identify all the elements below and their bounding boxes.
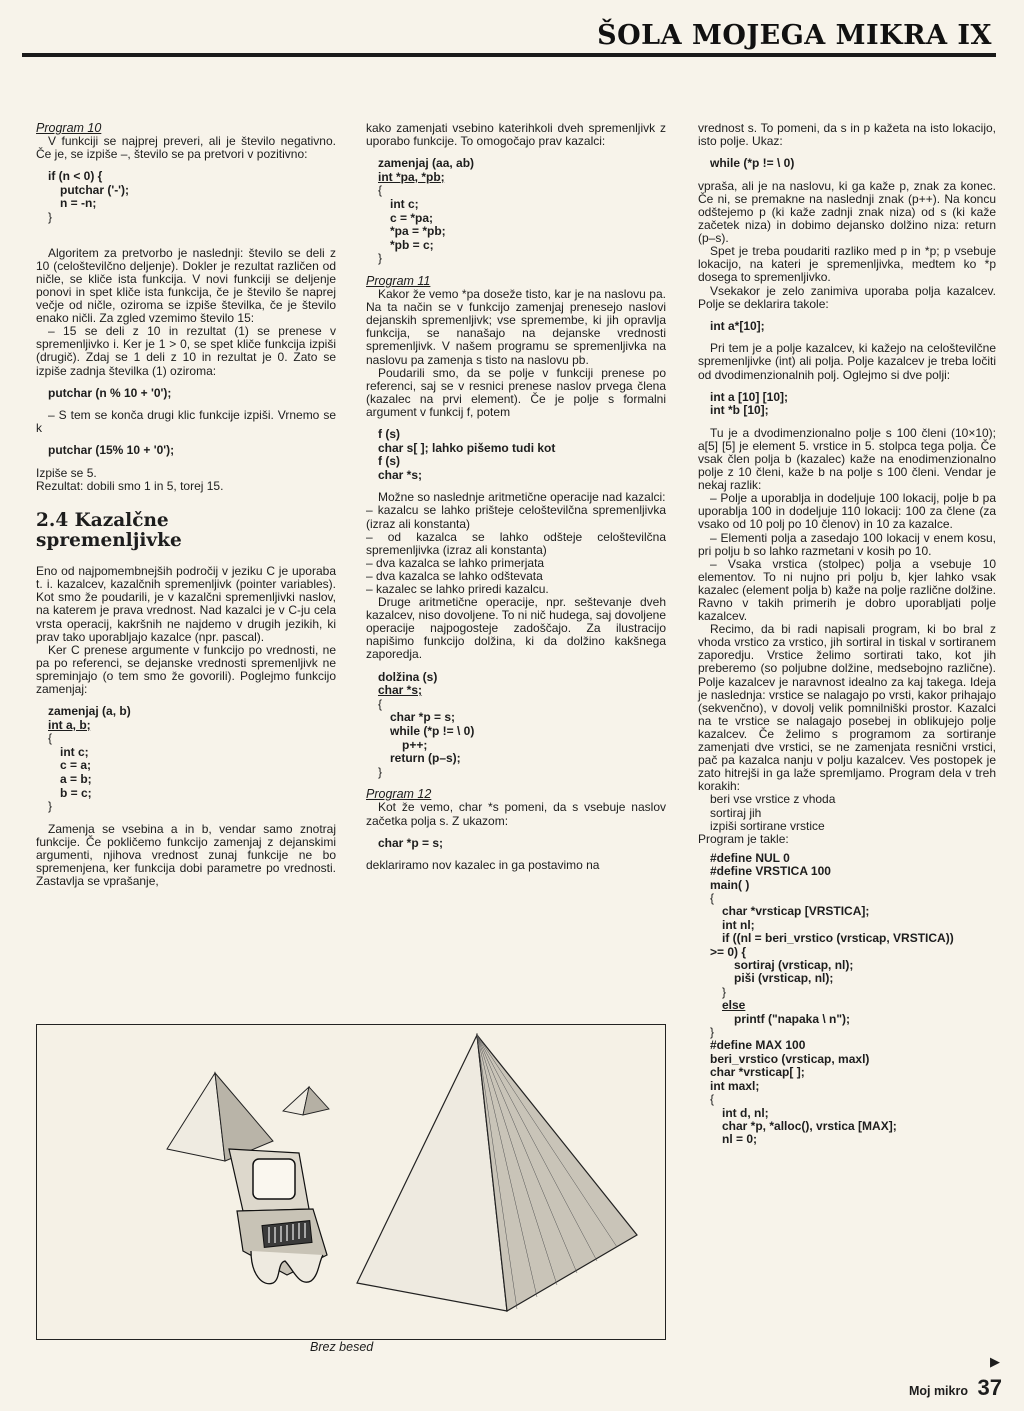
code-line: char *s; (378, 683, 423, 698)
code-block (378, 837, 666, 851)
figure-caption: Brez besed (310, 1340, 374, 1354)
code-line: nl = 0; (722, 1132, 758, 1147)
paragraph: – Vsaka vrstica (stolpec) polja a vsebuje 10 elementov. To ni nujno pri polju b, kjer lahko vsak kazalec (element polja b) kaže na polje različne dolžine. Ravno v takih primerih je dobro uporabljati polje kazalcev. (698, 556, 996, 624)
code-line: n = -n; (60, 196, 97, 211)
code-line: putchar (15% 10 + '0'); (48, 443, 175, 458)
paragraph: Kakor že vemo *pa doseže tisto, kar je na naslovu pa. Na ta način se v funkcijo zamenjaj prenesejo naslovi dejanskih spremenljivk; vse spremembe, ki jih opravlja funkcija, se nanašajo na dejanske vrednosti spremenljivk. V našem programu se spremenljivka na naslovu pa zamenja s tisto na naslovu pb. (366, 287, 666, 367)
column-2 (366, 122, 666, 872)
list-item: izpiši sortirane vrstice (710, 818, 825, 833)
code-line: beri_vrstico (vrsticap, maxl) (710, 1051, 870, 1066)
code-block (48, 705, 336, 814)
code-block (48, 170, 336, 224)
list-item: – od kazalca se lahko odšteje celoštevilčna spremenljivka (izraz ali konstanta) (366, 529, 666, 557)
code-line: putchar ('-'); (60, 182, 130, 197)
column-3 (698, 122, 996, 1156)
code-line: char *s; (378, 467, 423, 482)
code-block (378, 428, 666, 482)
paragraph: Rezultat: dobili smo 1 in 5, torej 15. (36, 479, 224, 494)
paragraph: Druge aritmetične operacije, npr. seštevanje dveh kazalcev, niso dovoljene. To ni nič hudega, saj dovoljene operacije najpogosteje zadoščajo. Za ilustracijo napišimo funkcijo dolžina, ki da dolžino kakšnega zaporedja. (366, 595, 666, 662)
illustration-pyramids-computer (36, 1024, 666, 1340)
code-line: { (710, 891, 715, 905)
code-line: } (48, 799, 53, 814)
footer-magazine-name: Moj mikro (908, 1384, 968, 1398)
code-line: c = *pa; (390, 210, 434, 225)
paragraph: kako zamenjati vsebino katerihkoli dveh spremenljivk z uporabo funkcije. To omogočajo prav kazalci: (366, 121, 666, 149)
code-line: f (s) (378, 426, 400, 441)
code-block (710, 157, 996, 171)
code-line: p++; (402, 737, 428, 752)
paragraph: – 15 se deli z 10 in rezultat (1) se prenese v spremenljivko i. Ker je 1 > 0, se spet kliče funkcija izpiši (drugič). Zdaj se 1 deli z 10 in rezultat je 0. Zato se izpiše zadnja številka (1) oziroma: (36, 324, 336, 378)
code-line: #define NUL 0 (710, 850, 790, 865)
paragraph: Zamenja se vsebina a in b, vendar samo znotraj funkcije. Če pokličemo funkcijo zamenjaj z dejanskimi argumenti, njihova vrednost zunaj funkcije ne bo spremenjena, ker funkcija dobi parametre po vrednosti. Zastavlja se vprašanje, (36, 821, 336, 889)
code-line: f (s) (378, 454, 400, 469)
code-line: #define VRSTICA 100 (710, 864, 831, 879)
continue-arrow-icon: ▶ (990, 1354, 1000, 1369)
code-line: int a [10] [10]; (710, 389, 789, 404)
list-item: – dva kazalca se lahko odštevata (366, 568, 543, 583)
code-line: int *pa, *pb; (378, 169, 445, 184)
code-line: >= 0) { (710, 944, 747, 959)
paragraph: Recimo, da bi radi napisali program, ki bo bral z vhoda vrstico za vrstico, jih sortiral in tiskal v sortiranem zaporedju. Vrstice želimo sortirati tako, kot jih preberemo (so poljubne dolžine, medsebojno različne). Polje kazalcev je naravnost idealno za kaj takega. Ideja je naslednja: vrstice se nalagajo po vrsti, kakor prihajajo (sekvenčno), v dovolj velik pomnilniški prostor. Kazalci na te vrstice se nalagajo posebej in oblikujejo polje kazalcev. Če želimo s programom za sortiranje zamenjati dve vrstici, se ne zamenjata resnični vrstici, pač pa kazalca nanju v polju kazalcev. Ves postopek je zato hitrejši in ga laže spremljamo. Program dela v treh korakih: (698, 622, 996, 794)
code-line: } (710, 1025, 715, 1040)
paragraph: – Polje a uporablja in dodeljuje 100 lokacij, polje b pa uporablja 100 in dodeljuje 110 lokacij: 100 za člene (za vsako od 10 polj po 10 členov) in 10 za kazalce. (698, 491, 996, 532)
paragraph: Pri tem je a polje kazalcev, ki kažejo na celoštevilčne spremenljivke (int) ali polja. Polje kazalcev je treba ločiti od dvodimenzionalnih polj. Oglejmo si dve polji: (698, 341, 996, 382)
program-12-heading: Program 12 (366, 787, 432, 802)
code-line: int c; (60, 744, 89, 759)
code-line: } (378, 251, 383, 266)
code-block (710, 852, 996, 1147)
section-title-line: 2.4 Kazalčne (36, 510, 169, 532)
code-line: zamenjaj (a, b) (48, 704, 131, 719)
code-line: { (710, 1092, 715, 1107)
code-line: } (378, 764, 383, 779)
column-1 (36, 122, 336, 888)
page-header-title: ŠOLA MOJEGA MIKRA IX (597, 20, 992, 51)
paragraph: Spet je treba poudariti razliko med p in *p; p vsebuje lokacijo, na kateri je spremenljivka, medtem ko *p dosega to spremenljivko. (698, 244, 996, 285)
list-item: – dva kazalca se lahko primerjata (366, 555, 545, 570)
list-item: – kazalcu se lahko prišteje celoštevilčna spremenljivka (izraz ali konstanta) (366, 503, 666, 531)
section-title-line: spremenljivke (36, 530, 182, 552)
code-line: putchar (n % 10 + '0'); (48, 385, 172, 400)
code-line: piši (vrsticap, nl); (734, 971, 834, 986)
code-line: *pb = c; (390, 237, 434, 252)
paragraph: V funkciji se najprej preveri, ali je število negativno. Če je, se izpiše –, število se pa pretvori v pozitivno: (36, 134, 336, 162)
code-line: char *vrsticap[ ]; (710, 1065, 805, 1080)
paragraph: vpraša, ali je na naslovu, ki ga kaže p, znak za konec. Če ni, se premakne na naslednji znak (p++). Na koncu odštejemo p (ki kaže zadnji znak niza) od s (ki kaže začetek niza) in dobimo dejansko dolžino niza: return (p–s). (698, 178, 996, 246)
code-line: } (48, 210, 53, 225)
code-line: while (*p != \ 0) (390, 723, 475, 738)
computer-screen (253, 1159, 295, 1199)
code-block (378, 157, 666, 266)
paragraph: Tu je a dvodimenzionalno polje s 100 členi (10×10); a[5] [5] je element 5. vrstice in 5. stolpca tega polja. Če vsak člen polja b (kazalec) kaže na enodimenzionalno polje z 10 členi, kaže b na polje s 100 členi. Vendar je nekaj razlik: (698, 425, 996, 493)
section-title (36, 511, 336, 551)
list-item: – kazalec se lahko priredi kazalcu. (366, 582, 549, 596)
code-line: sortiraj (vrsticap, nl); (734, 958, 854, 973)
code-line: int c; (390, 196, 419, 211)
paragraph: – Elementi polja a zasedajo 100 lokacij v enem kosu, pri polju b so lahko razmetani v kosih po 10. (698, 530, 996, 558)
code-line: #define MAX 100 (710, 1038, 806, 1053)
code-line: char *p = s; (378, 835, 444, 850)
paragraph: Poudarili smo, da se polje v funkciji prenese po referenci, saj se v resnici prenese naslov prvega člena (kazalec na prvi element). Če je polje s formalni argument v funkcij f, potem (366, 365, 666, 419)
code-line: zamenjaj (aa, ab) (378, 156, 475, 171)
paragraph: deklariramo nov kazalec in ga postavimo na (366, 858, 600, 873)
code-line: char *vrsticap [VRSTICA]; (722, 904, 870, 919)
paragraph: Ker C prenese argumente v funkcijo po vrednosti, ne pa po referenci, se dejanske vrednosti spremenljivk ne spreminjajo (o tem smo že govorili). Poglejmo funkcijo zamenjaj: (36, 642, 336, 696)
header-rule (22, 53, 996, 57)
paragraph: Kot že vemo, char *s pomeni, da s vsebuje naslov začetka polja s. Z ukazom: (366, 800, 666, 828)
code-line: if ((nl = beri_vrstico (vrsticap, VRSTICA)) (722, 931, 954, 946)
paragraph: Vsekakor je zelo zanimiva uporaba polja kazalcev. Polje se deklarira takole: (698, 283, 996, 311)
code-line: int nl; (722, 917, 755, 932)
code-block (710, 391, 996, 418)
code-line: c = a; (60, 758, 92, 773)
illustration-svg (37, 1025, 665, 1339)
paragraph: vrednost s. To pomeni, da s in p kažeta na isto lokacijo, isto polje. Ukaz: (698, 121, 996, 149)
paragraph: Program je takle: (698, 831, 789, 846)
code-line: int *b [10]; (710, 403, 769, 418)
medium-pyramid-right-face (215, 1073, 273, 1161)
code-line: int a, b; (48, 717, 91, 732)
code-line: int maxl; (710, 1078, 760, 1093)
paragraph: Eno od najpomembnejših področij v jeziku C je uporaba t. i. kazalcev, kazalčnih spremenljivk (pointer variables). Kot smo že poudarili, je v kazalčni spremenljivki naslov, na katerem je prava vrednost. Nad kazalci je v C-ju cela vrsta operacij, kakršnih ne najdemo v drugih jezikih, ki prav tako uporabljajo kazalce (npr. pascal). (36, 564, 336, 644)
code-line: char *p, *alloc(), vrstica [MAX]; (722, 1118, 897, 1133)
code-block (48, 444, 336, 458)
paragraph: – S tem se konča drugi klic funkcije izpiši. Vrnemo se k (36, 408, 336, 436)
code-block (710, 320, 996, 334)
program-10-heading: Program 10 (36, 121, 102, 135)
list-item: sortiraj jih (710, 805, 762, 820)
program-11-heading: Program 11 (366, 273, 431, 288)
paragraph: Algoritem za pretvorbo je naslednji: število se deli z 10 (celoštevilčno deljenje). Dokler je rezultat različen od ničle, se kliče ista funkcija. V novi funkciji se deljenje ponovi in spet kliče ista funkcija, če je število še naprej večje od ničle, oziroma se izpiše številka, če je število enako ničli. Za zgled vzemimo število 15: (36, 245, 336, 326)
code-block (48, 387, 336, 401)
code-line: *pa = *pb; (390, 224, 446, 239)
code-line: main( ) (710, 877, 750, 892)
code-line: while (*p != \ 0) (710, 156, 795, 171)
paragraph: Izpiše se 5. (36, 465, 97, 480)
code-line: if (n < 0) { (48, 169, 103, 184)
code-line: return (p–s); (390, 751, 461, 766)
code-line: a = b; (60, 772, 92, 787)
code-line: } (722, 984, 727, 999)
code-line: { (48, 731, 53, 746)
code-line: b = c; (60, 785, 92, 800)
page-number: 37 (977, 1375, 1002, 1400)
code-line: char s[ ]; lahko pišemo tudi kot (378, 440, 556, 455)
code-line: { (378, 696, 383, 711)
code-line: dolžina (s) (378, 669, 438, 684)
code-line: int a*[10]; (710, 318, 765, 333)
list-item: beri vse vrstice z vhoda (710, 792, 836, 807)
code-block (378, 671, 666, 780)
code-line: else (722, 998, 746, 1013)
paragraph: Možne so naslednje aritmetične operacije nad kazalci: (378, 490, 666, 505)
code-line: char *p = s; (390, 710, 456, 725)
code-line: int d, nl; (722, 1105, 769, 1120)
code-line: printf ("napaka \ n"); (734, 1011, 851, 1026)
code-line: { (378, 183, 383, 198)
